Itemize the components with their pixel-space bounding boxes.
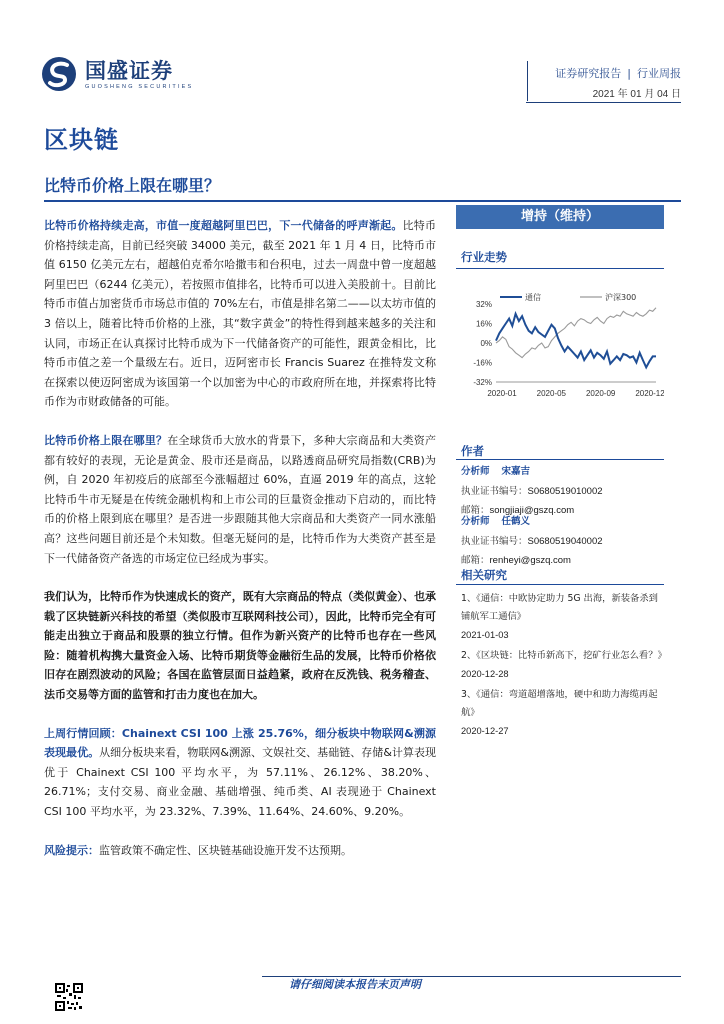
report-body bbox=[44, 216, 436, 879]
report-type bbox=[555, 65, 681, 81]
analyst-2-license-label: 执业证书编号： bbox=[461, 536, 528, 547]
analyst-1-license: S0680519010002 bbox=[527, 486, 603, 497]
related-section-title: 相关研究 bbox=[461, 568, 507, 582]
industry-trend-chart bbox=[456, 290, 664, 405]
related-item-1-date: 2021-01-03 bbox=[461, 630, 509, 640]
logo-chinese-name: 国盛证券 bbox=[85, 58, 173, 83]
report-category-label: 行业周报 bbox=[637, 67, 681, 80]
paragraph-2 bbox=[44, 431, 436, 568]
header-rule bbox=[526, 102, 681, 103]
y-tick-label: -16% bbox=[473, 358, 492, 368]
analyst-1-name: 宋嘉吉 bbox=[501, 466, 531, 477]
related-item-3-date: 2020-12-27 bbox=[461, 726, 509, 736]
analyst-2-email[interactable]: renheyi@gszq.com bbox=[489, 555, 571, 566]
paragraph-5 bbox=[44, 841, 436, 861]
analyst-2 bbox=[461, 515, 603, 567]
trend-section-title: 行业走势 bbox=[461, 250, 507, 264]
sector-title: 区块链 bbox=[44, 126, 119, 154]
legend-label: 通信 bbox=[525, 293, 541, 302]
company-logo-icon bbox=[41, 56, 77, 92]
paragraph-2-text: 在全球货币大放水的背景下，多种大宗商品和大类资产都有较好的表现，无论是黄金、股市还是商品，以路透商品研究局指数(CRB)为例，自 2020 年初疫后的底部至今涨幅超过 60%，直逼 2019 年的高点，这轮比特币牛市无疑是在传统金融机构和上市公司的巨量资金推动下启动的，而比特币的价格上限到底在哪里？是否进一步跟随其他大宗商品和大类资产一同水涨船高？这些问题目前还是个未知数。但毫无疑问的是，比特币作为大类资产甚至是下一代储备资产备选的市场定位已经成为事实。 bbox=[44, 433, 436, 565]
x-tick-label: 2020-12 bbox=[635, 389, 664, 398]
qr-code-icon bbox=[55, 983, 83, 1011]
analyst-1-role: 分析师 bbox=[461, 466, 490, 477]
logo-english-name: GUOSHENG SECURITIES bbox=[85, 83, 194, 90]
company-logo bbox=[41, 56, 193, 92]
paragraph-4-text: 从细分板块来看，物联网&溯源、文娱社交、基础链、存储&计算表现优于 Chainext CSI 100 平均水平，为 57.11%、26.12%、38.20%、26.71%；支付交易、商业金融、基础增强、纯币类、AI 表现逊于 Chainext CSI 100 平均水平，为 23.32%、7.39%、11.64%、24.60%、9.20%。 bbox=[44, 746, 437, 819]
risk-warning-lead: 风险提示： bbox=[44, 843, 99, 857]
related-item-1-title: 1、《通信：中欧协定助力 5G 出海，新装备杀到铺航军工通信》 bbox=[461, 593, 658, 622]
trend-section-rule bbox=[456, 268, 664, 269]
series-line-telecom bbox=[496, 314, 656, 368]
x-tick-label: 2020-01 bbox=[487, 389, 517, 398]
analyst-2-email-label: 邮箱： bbox=[461, 555, 490, 566]
related-item-1[interactable] bbox=[461, 590, 667, 644]
footer-disclaimer: 请仔细阅读本报告末页声明 bbox=[289, 978, 421, 991]
related-item-2-title: 2、《区块链：比特币新高下，挖矿行业怎么看？》 bbox=[461, 650, 667, 661]
related-item-2[interactable] bbox=[461, 647, 667, 683]
y-tick-label: 0% bbox=[480, 339, 492, 348]
paragraph-2-lead: 比特币价格上限在哪里？ bbox=[44, 433, 168, 447]
paragraph-4 bbox=[44, 724, 436, 822]
report-type-separator: | bbox=[627, 67, 631, 80]
paragraph-1-text: 比特币价格持续走高，目前已经突破 34000 美元，截至 2021 年 1 月 4 日，比特币市值 6150 亿美元左右，超越伯克希尔哈撒韦和台积电，过去一周盘中曾一度超越阿里巴巴（6244 亿美元），若按照市值排名，比特币可以进入美股前十。目前比特币市值占加密货币市场总市值的 70%左右，市值是排名第二——以太坊市值的 3 倍以上，随着比特币价格的上涨，其“数字黄金”的特性得到越来越多的关注和认同，市场正在认真探讨比特币成为下一代储备资产的可能性，跟黄金相比，比特币市值之差一个量级左右。近日，迈阿密市长 Francis Suarez 在推特发文称在探索以使迈阿密成为该国第一个以加密为中心的市政府所在地，并探索将比特币作为市财政储备的可能。 bbox=[44, 219, 437, 409]
analyst-2-role: 分析师 bbox=[461, 516, 490, 527]
y-tick-label: 32% bbox=[475, 300, 492, 309]
paragraph-3: 我们认为，比特币作为快速成长的资产，既有大宗商品的特点（类似黄金）、也承载了区块链新兴科技的希望（类似股市互联网科技公司），因此，比特币完全有可能走出独立于商品和股票的独立行情。但作为新兴资产的比特币也存在一些风险：随着机构携大量资金入场、比特币期货等金融衍生品的发展，比特币价格依旧存在剧烈波动的风险；各国在监管层面日益趋紧，政府在反洗钱、税务稽查、法币交易等方面的监管和打击力度也在加大。 bbox=[44, 590, 436, 702]
related-research-list bbox=[461, 590, 667, 743]
title-rule bbox=[44, 200, 681, 202]
report-type-label: 证券研究报告 bbox=[555, 67, 622, 80]
header-divider bbox=[527, 61, 528, 101]
x-tick-label: 2020-05 bbox=[536, 389, 567, 398]
analyst-2-name: 任鹤义 bbox=[501, 516, 531, 527]
y-tick-label: 16% bbox=[475, 319, 492, 329]
chart-svg bbox=[456, 290, 664, 405]
analyst-1-license-label: 执业证书编号： bbox=[461, 486, 528, 497]
analyst-1 bbox=[461, 465, 603, 517]
legend-label: 沪深300 bbox=[605, 293, 637, 302]
risk-warning-text: 监管政策不确定性、区块链基础设施开发不达预期。 bbox=[99, 843, 352, 857]
analyst-1-email[interactable]: songjiaji@gszq.com bbox=[489, 505, 575, 516]
x-tick-label: 2020-09 bbox=[585, 389, 616, 398]
related-item-3-title: 3、《通信：弯道超增落地，硬中和助力海缆再起航》 bbox=[461, 689, 658, 718]
analyst-1-email-label: 邮箱： bbox=[461, 505, 490, 516]
series-line-hs300 bbox=[496, 308, 656, 358]
rating-badge: 增持（维持） bbox=[456, 205, 664, 229]
authors-section-title: 作者 bbox=[461, 444, 484, 458]
y-tick-label: -32% bbox=[473, 378, 492, 387]
paragraph-1-lead: 比特币价格持续走高，市值一度超越阿里巴巴，下一代储备的呼声渐起。 bbox=[44, 219, 403, 232]
related-item-3[interactable] bbox=[461, 686, 667, 740]
authors-section-rule bbox=[456, 459, 664, 460]
paragraph-1 bbox=[44, 216, 436, 412]
report-title: 比特币价格上限在哪里？ bbox=[44, 176, 221, 195]
related-item-2-date: 2020-12-28 bbox=[461, 669, 509, 679]
related-section-rule bbox=[456, 584, 664, 585]
analyst-2-license: S0680519040002 bbox=[527, 536, 603, 547]
paragraph-4-lead: 上周行情回顾：Chainext CSI 100 上涨 25.76%，细分板块中物联网&溯源表现最优。 bbox=[44, 726, 436, 760]
report-date: 2021 年 01 月 04 日 bbox=[592, 89, 681, 100]
